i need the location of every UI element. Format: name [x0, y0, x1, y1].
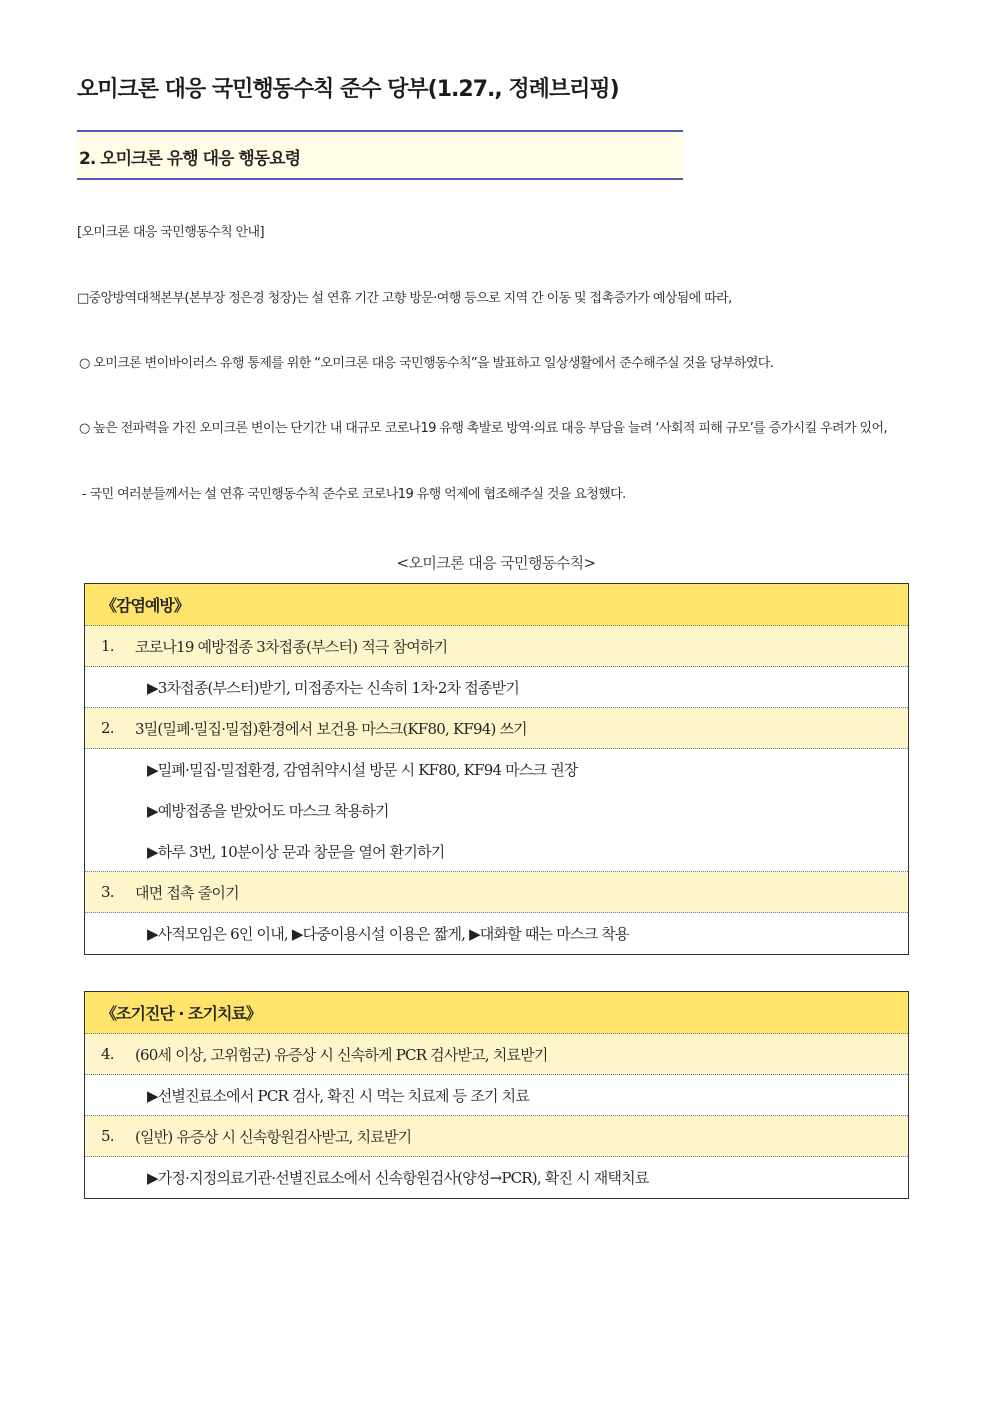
table-caption: <오미크론 대응 국민행동수칙> [396, 554, 596, 572]
rule-detail-row [85, 667, 908, 708]
paragraph: ○ 높은 전파력을 가진 오미크론 변이는 단기간 내 대규모 코로나19 유행 촉발로 방역·의료 대응 부담을 늘려 ‘사회적 피해 규모’를 증가시킬 우려가 있어, [79, 421, 887, 436]
rule-detail-row [85, 790, 908, 831]
page-title: 오미크론 대응 국민행동수칙 준수 당부(1.27., 정례브리핑) [77, 77, 619, 102]
section-header-label: 2. 오미크론 유행 대응 행동요령 [79, 149, 301, 169]
rule-item-row [85, 626, 908, 667]
rule-item-row [85, 708, 908, 749]
section-header [77, 130, 683, 180]
intro-label: [오미크론 대응 국민행동수칙 안내] [77, 225, 264, 240]
rule-item-row [85, 872, 908, 913]
rule-detail: ▶3차접종(부스터)받기, 미접종자는 신속히 1차·2차 접종받기 [147, 678, 520, 697]
rule-item-row [85, 1116, 908, 1157]
rules-table-infection-prevention [84, 583, 909, 955]
category-label: 《감염예방》 [101, 596, 189, 615]
rule-detail: ▶예방접종을 받았어도 마스크 착용하기 [147, 802, 389, 820]
rule-detail: ▶선별진료소에서 PCR 검사, 확진 시 먹는 치료제 등 조기 치료 [147, 1086, 530, 1105]
rule-text: 3밀(밀폐·밀집·밀접)환경에서 보건용 마스크(KF80, KF94) 쓰기 [135, 719, 527, 738]
category-row [85, 992, 908, 1034]
rule-text: 코로나19 예방접종 3차접종(부스터) 적극 참여하기 [135, 637, 448, 656]
rule-detail: ▶사적모임은 6인 이내, ▶다중이용시설 이용은 짧게, ▶대화할 때는 마스크 착용 [147, 925, 629, 943]
rule-detail: ▶가정·지정의료기관·선별진료소에서 신속항원검사(양성→PCR), 확진 시 재택치료 [147, 1169, 649, 1187]
rule-detail-row [85, 749, 908, 790]
rule-detail-row [85, 1075, 908, 1116]
paragraph: - 국민 여러분들께서는 설 연휴 국민행동수칙 준수로 코로나19 유행 억제에 협조해주실 것을 요청했다. [82, 487, 626, 502]
rule-text: (60세 이상, 고위험군) 유증상 시 신속하게 PCR 검사받고, 치료받기 [135, 1045, 548, 1064]
rule-number: 2. [101, 719, 114, 737]
rule-detail-row [85, 1157, 908, 1198]
paragraph: ○ 오미크론 변이바이러스 유행 통제를 위한 “오미크론 대응 국민행동수칙”을 발표하고 일상생활에서 준수해주실 것을 당부하였다. [79, 356, 774, 371]
category-label: 《조기진단 · 조기치료》 [101, 1004, 261, 1023]
rule-number: 1. [101, 637, 114, 655]
rules-table-early-diagnosis [84, 991, 909, 1199]
rule-number: 5. [101, 1127, 114, 1145]
category-row [85, 584, 908, 626]
rule-item-row [85, 1034, 908, 1075]
rule-number: 4. [101, 1045, 114, 1063]
rule-detail: ▶하루 3번, 10분이상 문과 창문을 열어 환기하기 [147, 842, 445, 861]
rule-text: (일반) 유증상 시 신속항원검사받고, 치료받기 [135, 1127, 412, 1146]
paragraph: □중앙방역대책본부(본부장 정은경 청장)는 설 연휴 기간 고향 방문·여행 등으로 지역 간 이동 및 접촉증가가 예상됨에 따라, [77, 291, 732, 306]
rule-detail-row [85, 913, 908, 954]
rule-number: 3. [101, 883, 114, 901]
rule-detail-row [85, 831, 908, 872]
rule-text: 대면 접촉 줄이기 [135, 883, 239, 902]
rule-detail: ▶밀폐·밀집·밀접환경, 감염취약시설 방문 시 KF80, KF94 마스크 권장 [147, 761, 578, 779]
